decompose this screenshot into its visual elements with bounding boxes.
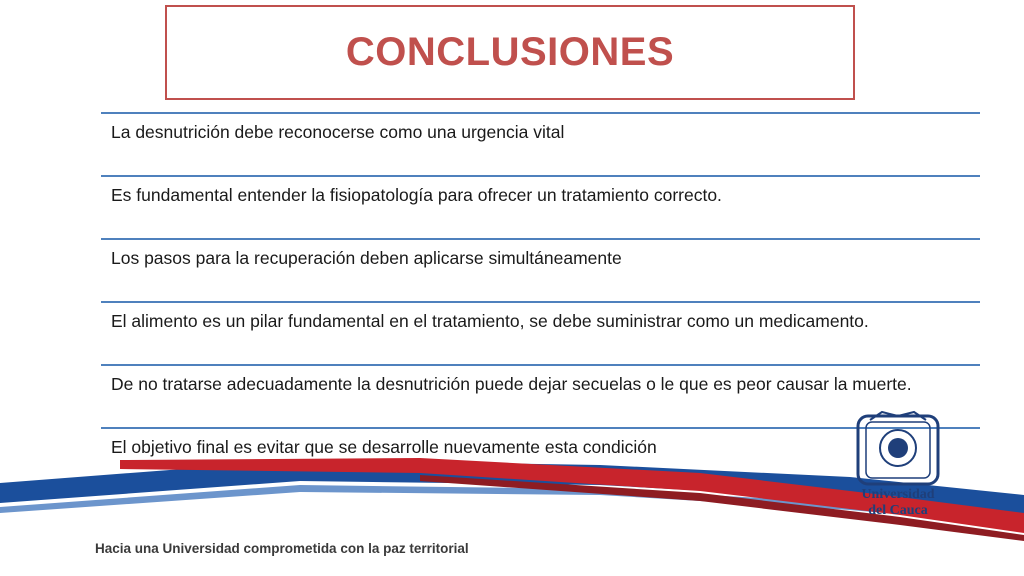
footer-tagline: Hacia una Universidad comprometida con la paz territorial — [95, 541, 469, 556]
list-item — [101, 112, 980, 175]
title-box — [165, 5, 855, 100]
list-item-text: El alimento es un pilar fundamental en el tratamiento, se debe suministrar como un medicamento. — [111, 311, 869, 331]
list-item — [101, 175, 980, 238]
conclusions-list — [101, 112, 980, 490]
slide-title: CONCLUSIONES — [345, 30, 675, 74]
list-item — [101, 301, 980, 364]
list-item-text: La desnutrición debe reconocerse como una urgencia vital — [111, 122, 565, 142]
list-item — [101, 238, 980, 301]
list-item — [101, 364, 980, 427]
university-logo-text — [838, 487, 958, 519]
list-item-text: Los pasos para la recuperación deben aplicarse simultáneamente — [111, 248, 622, 268]
logo-line-2: del Cauca — [868, 503, 928, 518]
list-item-text: De no tratarse adecuadamente la desnutrición puede dejar secuelas o le que es peor causar la muerte. — [111, 374, 912, 394]
list-item-text: Es fundamental entender la fisiopatología para ofrecer un tratamiento correcto. — [111, 185, 722, 205]
logo-line-1: Universidad — [861, 487, 935, 502]
list-item-text: El objetivo final es evitar que se desarrolle nuevamente esta condición — [111, 437, 657, 457]
